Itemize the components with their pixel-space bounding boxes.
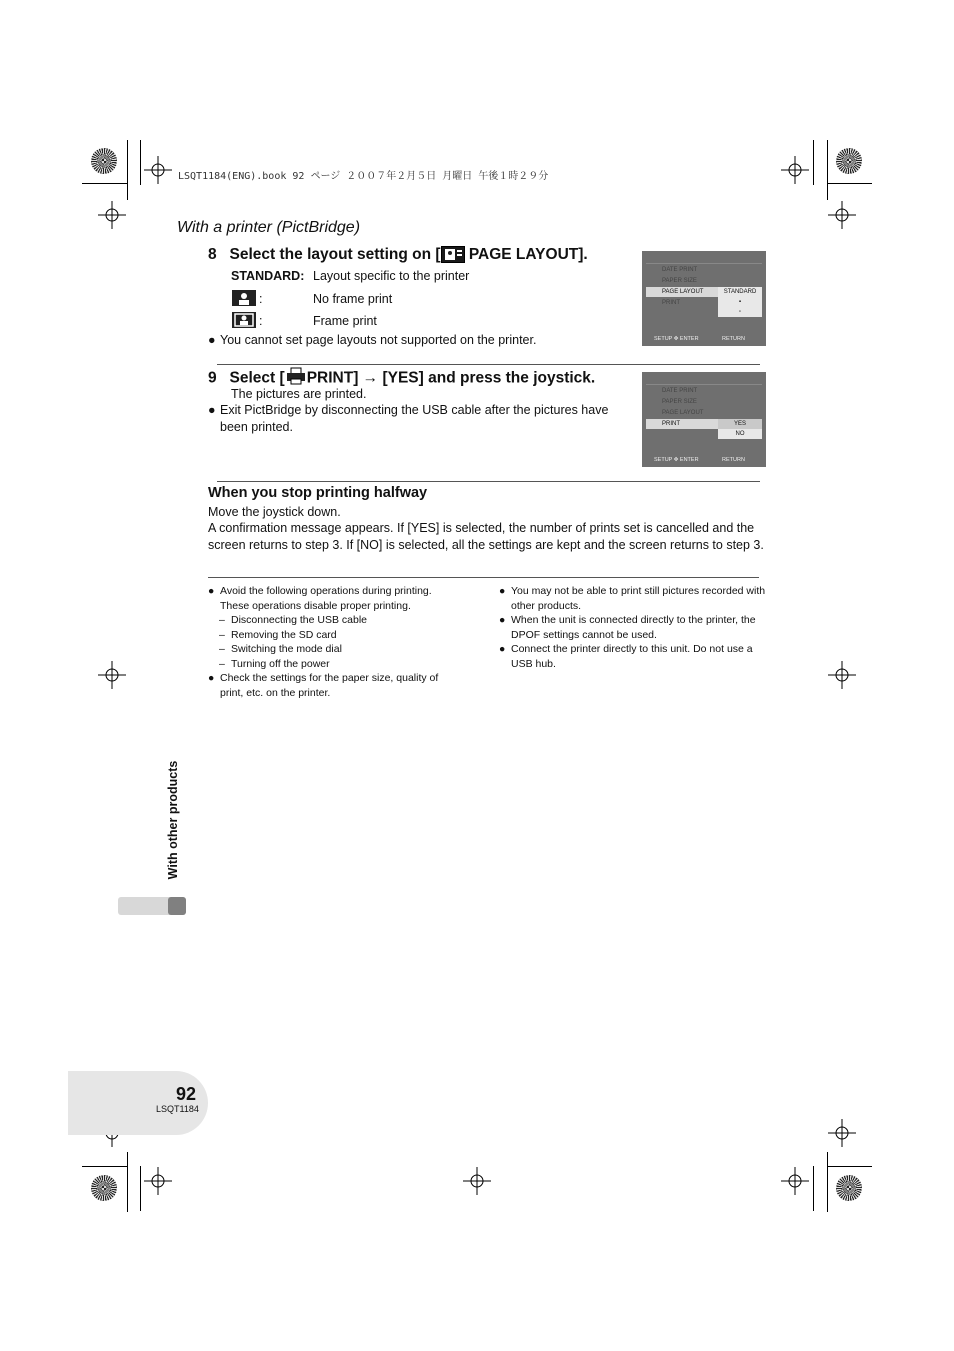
screen-top-bar bbox=[646, 376, 762, 385]
list-item: ● When the unit is connected directly to the printer, the DPOF settings cannot be used. bbox=[499, 614, 756, 641]
bullet-icon: ● bbox=[499, 643, 506, 655]
camera-screen-page-layout bbox=[642, 251, 766, 346]
step8-title-post: PAGE LAYOUT]. bbox=[464, 246, 588, 263]
halfway-line2: A confirmation message appears. If [YES] is selected, the number of prints set is cancelled and the screen returns to step 3. If [NO] is selected, all the settings are kept and the screen returns to step 3. bbox=[208, 521, 764, 552]
screen-option-standard: STANDARD bbox=[718, 287, 762, 297]
bullet-icon: ● bbox=[499, 585, 506, 597]
divider bbox=[217, 364, 760, 365]
step8-note: ● You cannot set page layouts not supported on the printer. bbox=[208, 333, 537, 347]
list-item: ● You may not be able to print still pictures recorded with other products. bbox=[499, 585, 766, 612]
list-item: ● Avoid the following operations during printing. These operations disable proper printing. bbox=[208, 585, 432, 612]
frame-desc: Frame print bbox=[313, 314, 377, 328]
screen-row-paper-size: PAPER SIZE bbox=[662, 278, 697, 284]
list-item: ● Check the settings for the paper size, quality of print, etc. on the printer. bbox=[208, 672, 439, 699]
step9-line1: The pictures are printed. bbox=[231, 387, 367, 401]
bullet-icon: ● bbox=[208, 672, 215, 684]
list-item: – Switching the mode dial bbox=[219, 643, 342, 655]
page-number: 92 bbox=[176, 1084, 197, 1104]
list-item: – Disconnecting the USB cable bbox=[219, 614, 367, 626]
side-section-label: With other products bbox=[166, 760, 180, 880]
list-item: – Turning off the power bbox=[219, 657, 330, 670]
divider bbox=[217, 481, 760, 482]
list-item: – Removing the SD card bbox=[219, 628, 337, 641]
screen-row-date-print: DATE PRINT bbox=[662, 388, 698, 394]
frame-icon bbox=[232, 312, 256, 328]
screen-option-yes: YES bbox=[718, 419, 762, 429]
screen-option-no-frame-icon: ▪ bbox=[718, 297, 762, 307]
screen-row-print: PRINT bbox=[646, 419, 718, 429]
screen-row-paper-size: PAPER SIZE bbox=[662, 399, 697, 405]
screen-top-bar bbox=[646, 255, 762, 264]
standard-label: STANDARD: bbox=[231, 269, 305, 283]
no-frame-desc: No frame print bbox=[313, 292, 393, 306]
camera-screen-print bbox=[642, 372, 766, 467]
screen-footer-setup: SETUP ✥ ENTER bbox=[654, 336, 699, 342]
model-code: LSQT1184 bbox=[156, 1104, 199, 1114]
side-tab-marker bbox=[168, 897, 186, 915]
bullet-icon: ● bbox=[499, 614, 506, 626]
no-frame-colon: : bbox=[259, 292, 263, 306]
bullet-icon: ● bbox=[208, 585, 215, 597]
notes-right bbox=[499, 584, 769, 671]
screen-option-frame-icon: ▫ bbox=[718, 307, 762, 317]
step9-number: 9 bbox=[208, 369, 217, 387]
screen-option-no: NO bbox=[718, 429, 762, 439]
step8-heading bbox=[208, 246, 588, 264]
frame-colon: : bbox=[259, 314, 263, 328]
list-item: ● Connect the printer directly to this unit. Do not use a USB hub. bbox=[499, 643, 753, 670]
no-frame-icon bbox=[232, 290, 256, 306]
screen-row-page-layout: PAGE LAYOUT bbox=[662, 410, 704, 416]
divider bbox=[208, 577, 759, 578]
section-title: With a printer (PictBridge) bbox=[177, 219, 361, 236]
step8-title-pre: Select the layout setting on [ bbox=[229, 246, 441, 263]
screen-footer-return: RETURN bbox=[722, 457, 745, 463]
step8-number: 8 bbox=[208, 246, 217, 263]
step9-title-pre: Select [ bbox=[229, 369, 285, 387]
screen-row-date-print: DATE PRINT bbox=[662, 267, 698, 273]
file-header-line: LSQT1184(ENG).book 92 ページ ２００７年２月５日 月曜日 午後１時２９分 bbox=[178, 171, 549, 182]
notes-left bbox=[208, 584, 460, 700]
halfway-line1: Move the joystick down. bbox=[208, 505, 341, 519]
screen-row-page-layout: PAGE LAYOUT bbox=[646, 287, 718, 297]
bullet-icon: ● bbox=[208, 403, 216, 417]
step9-title-mid: PRINT] → [YES] and press the joystick. bbox=[306, 369, 596, 387]
screen-footer-setup: SETUP ✥ ENTER bbox=[654, 457, 699, 463]
step9-note: ● Exit PictBridge by disconnecting the USB cable after the pictures have been printed. bbox=[208, 403, 609, 434]
bullet-icon: ● bbox=[208, 333, 216, 347]
standard-desc: Layout specific to the printer bbox=[313, 269, 470, 283]
halfway-title: When you stop printing halfway bbox=[208, 485, 428, 501]
page-layout-icon bbox=[441, 246, 465, 263]
screen-footer-return: RETURN bbox=[722, 336, 745, 342]
screen-row-print: PRINT bbox=[662, 300, 680, 306]
